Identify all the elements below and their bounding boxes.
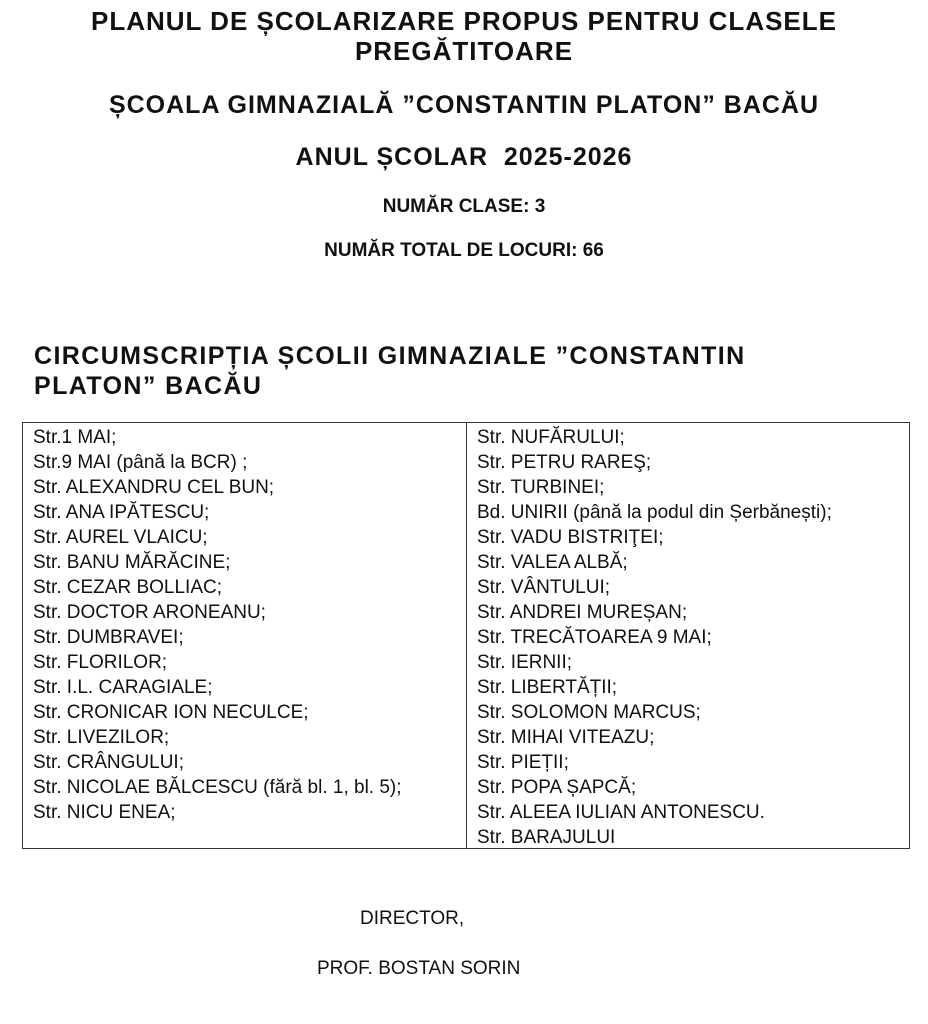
street-item: Str. DUMBRAVEI; bbox=[33, 627, 184, 648]
street-item: Str. CRONICAR ION NECULCE; bbox=[33, 702, 309, 723]
street-item: Str. ALEEA IULIAN ANTONESCU. bbox=[477, 802, 765, 823]
street-item: Str. I.L. CARAGIALE; bbox=[33, 677, 213, 698]
street-item: Str. DOCTOR ARONEANU; bbox=[33, 602, 266, 623]
street-item: Str. VADU BISTRIŢEI; bbox=[477, 527, 664, 548]
street-item: Str. VALEA ALBĂ; bbox=[477, 552, 628, 573]
street-item: Str. ANDREI MUREȘAN; bbox=[477, 602, 688, 623]
street-item: Bd. UNIRII (până la podul din Șerbănești); bbox=[477, 502, 832, 523]
street-item: Str. POPA ȘAPCĂ; bbox=[477, 777, 637, 798]
street-item: Str. NICOLAE BĂLCESCU (fără bl. 1, bl. 5); bbox=[33, 777, 402, 798]
school-name: ȘCOALA GIMNAZIALĂ ”CONSTANTIN PLATON” BACĂU bbox=[108, 91, 820, 119]
total-places: NUMĂR TOTAL DE LOCURI: 66 bbox=[324, 240, 604, 261]
street-item: Str. LIVEZILOR; bbox=[33, 727, 170, 748]
street-item: Str. NICU ENEA; bbox=[33, 802, 176, 823]
street-item: Str. CEZAR BOLLIAC; bbox=[33, 577, 222, 598]
streets-right-column bbox=[467, 423, 909, 848]
document-title: PLANUL DE ȘCOLARIZARE PROPUS PENTRU CLASELE PREGĂTITOARE bbox=[90, 6, 837, 66]
director-role: DIRECTOR, bbox=[360, 908, 465, 929]
director-name: PROF. BOSTAN SORIN bbox=[317, 958, 521, 979]
street-item: Str. MIHAI VITEAZU; bbox=[477, 727, 655, 748]
street-item: Str. ANA IPĂTESCU; bbox=[33, 502, 210, 523]
streets-left-column bbox=[23, 423, 467, 848]
street-item: Str.9 MAI (până la BCR) ; bbox=[33, 452, 248, 473]
street-item: Str. PETRU RAREŞ; bbox=[477, 452, 652, 473]
street-item: Str. CRÂNGULUI; bbox=[33, 752, 184, 773]
street-item: Str. BANU MĂRĂCINE; bbox=[33, 552, 231, 573]
street-item: Str.1 MAI; bbox=[33, 427, 117, 448]
street-item: Str. ALEXANDRU CEL BUN; bbox=[33, 477, 275, 498]
street-item: Str. SOLOMON MARCUS; bbox=[477, 702, 701, 723]
street-item: Str. VÂNTULUI; bbox=[477, 577, 611, 598]
street-item: Str. PIEȚII; bbox=[477, 752, 569, 773]
streets-table bbox=[22, 422, 910, 849]
street-item: Str. IERNII; bbox=[477, 652, 573, 673]
street-item: Str. NUFĂRULUI; bbox=[477, 427, 625, 448]
street-item: Str. AUREL VLAICU; bbox=[33, 527, 208, 548]
street-item: Str. BARAJULUI bbox=[477, 827, 616, 848]
street-item: Str. LIBERTĂȚII; bbox=[477, 677, 618, 698]
street-item: Str. FLORILOR; bbox=[33, 652, 168, 673]
circumscription-title: CIRCUMSCRIPȚIA ȘCOLII GIMNAZIALE ”CONSTANTIN PLATON” BACĂU bbox=[34, 342, 746, 400]
school-year: ANUL ȘCOLAR 2025-2026 bbox=[295, 143, 633, 171]
street-item: Str. TRECĂTOAREA 9 MAI; bbox=[477, 627, 712, 648]
class-count: NUMĂR CLASE: 3 bbox=[382, 196, 546, 217]
street-item: Str. TURBINEI; bbox=[477, 477, 605, 498]
